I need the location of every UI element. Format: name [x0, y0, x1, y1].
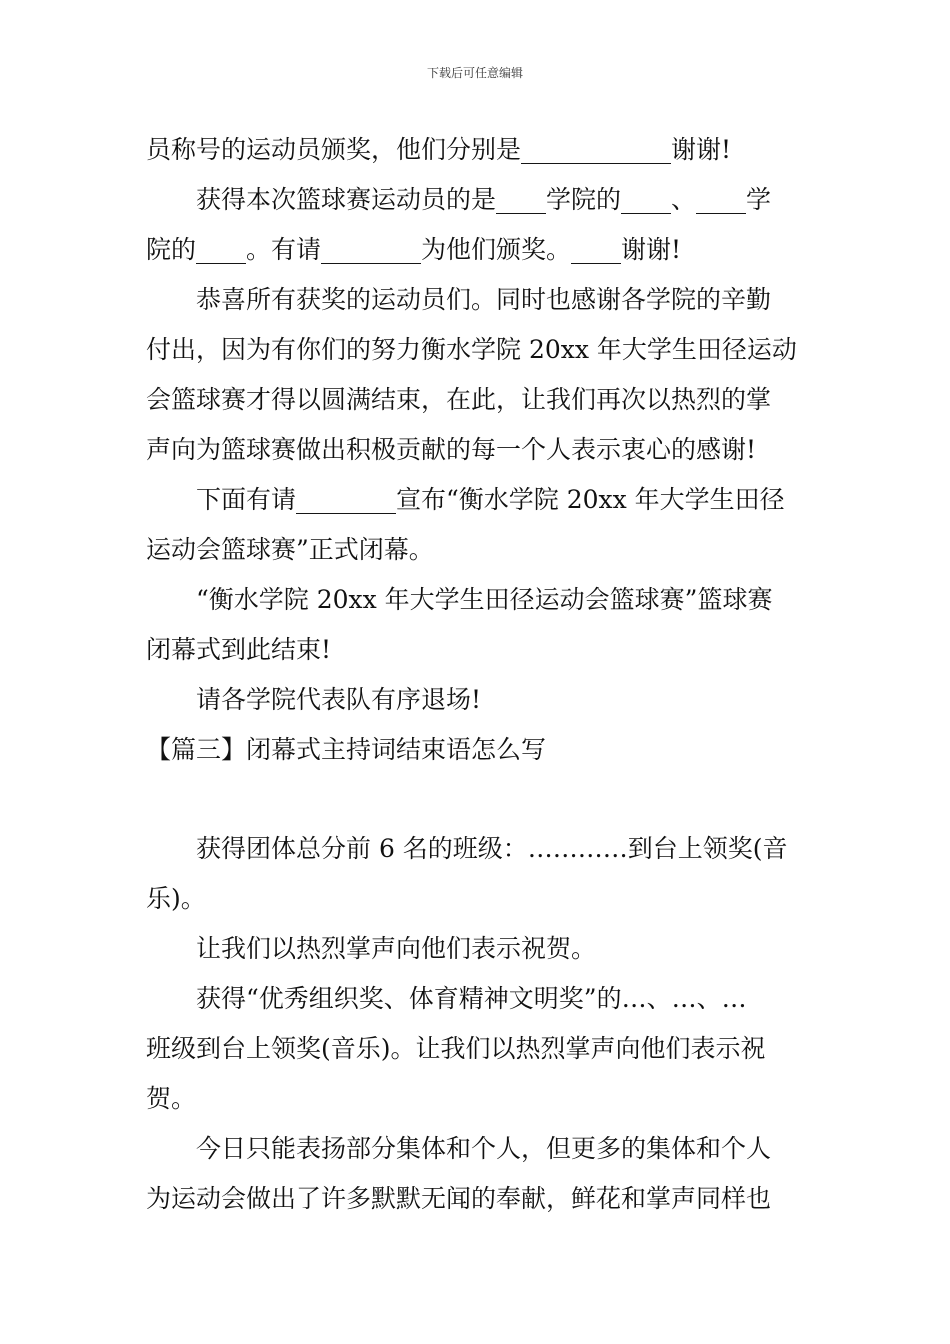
text-line: 获得团体总分前 6 名的班级：…………到台上领奖(音 [196, 834, 788, 863]
text-line: 会篮球赛才得以圆满结束，在此，让我们再次以热烈的掌 [146, 385, 772, 414]
text-line: 获得本次篮球赛运动员的是____学院的____、____学 [196, 185, 772, 214]
text-line: 获得“优秀组织奖、体育精神文明奖”的…、…、… [196, 984, 747, 1013]
text-line: 乐)。 [146, 884, 206, 913]
text-line: 付出，因为有你们的努力衡水学院 20xx 年大学生田径运动 [146, 335, 797, 364]
text-line: 声向为篮球赛做出积极贡献的每一个人表示衷心的感谢! [146, 435, 757, 464]
text-line: 下面有请________宣布“衡水学院 20xx 年大学生田径 [196, 485, 785, 514]
text-line: 为运动会做出了许多默默无闻的奉献，鲜花和掌声同样也 [146, 1184, 772, 1213]
text-line: 运动会篮球赛”正式闭幕。 [146, 535, 434, 564]
text-line: “衡水学院 20xx 年大学生田径运动会篮球赛”篮球赛 [196, 585, 773, 614]
text-line: 恭喜所有获奖的运动员们。同时也感谢各学院的辛勤 [196, 285, 772, 314]
text-line: 贺。 [146, 1084, 197, 1113]
text-line: 今日只能表扬部分集体和个人，但更多的集体和个人 [196, 1134, 772, 1163]
page-header: 下载后可任意编辑 [426, 66, 523, 80]
text-line: 请各学院代表队有序退场! [196, 685, 482, 714]
text-line: 闭幕式到此结束! [146, 635, 332, 664]
section-heading: 【篇三】闭幕式主持词结束语怎么写 [146, 735, 547, 764]
text-line: 班级到台上领奖(音乐)。让我们以热烈掌声向他们表示祝 [146, 1034, 766, 1063]
text-line: 让我们以热烈掌声向他们表示祝贺。 [196, 934, 597, 963]
text-line: 院的____。有请________为他们颁奖。____谢谢! [146, 235, 682, 264]
text-line: 员称号的运动员颁奖，他们分别是____________谢谢! [146, 135, 732, 164]
